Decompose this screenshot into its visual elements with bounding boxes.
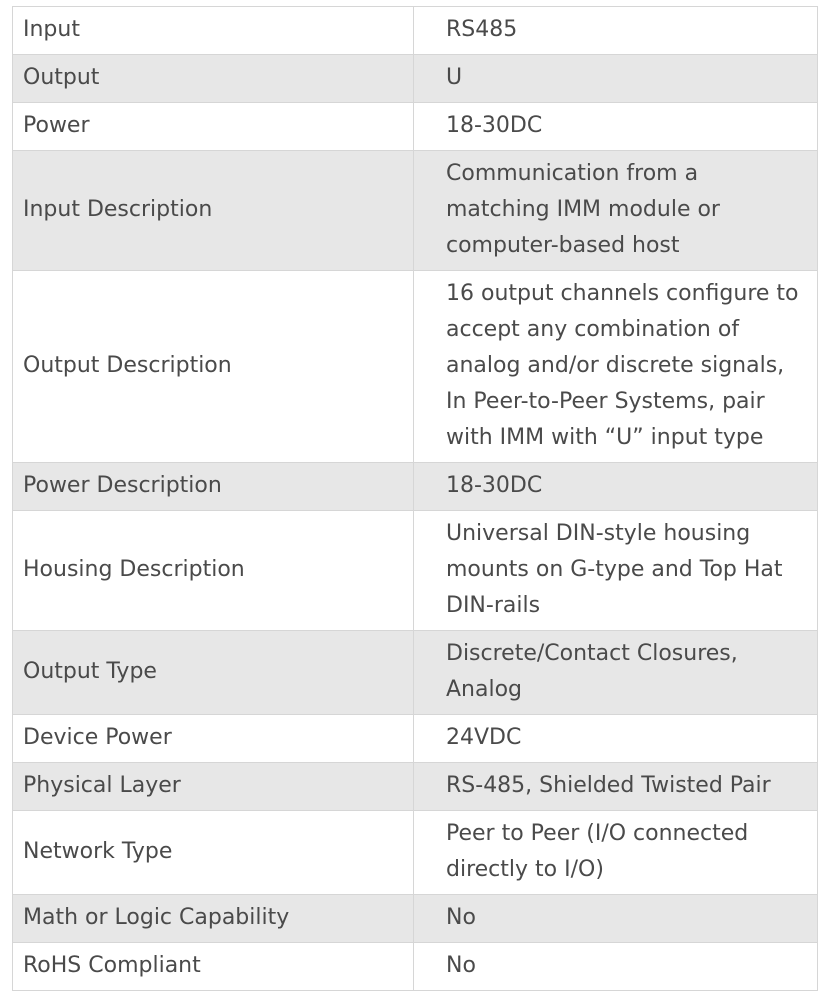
spec-value-physical-layer: RS-485, Shielded Twisted Pair xyxy=(414,763,818,811)
table-row xyxy=(13,463,818,511)
spec-label-math-logic: Math or Logic Capability xyxy=(13,895,414,943)
spec-table-container xyxy=(12,6,818,991)
spec-value-output-type: Discrete/Contact Closures, Analog xyxy=(414,631,818,715)
spec-value-input-description: Communication from a matching IMM module or computer-based host xyxy=(414,151,818,271)
table-row xyxy=(13,715,818,763)
table-row xyxy=(13,7,818,55)
spec-label-input-description: Input Description xyxy=(13,151,414,271)
table-row xyxy=(13,271,818,463)
spec-label-output-description: Output Description xyxy=(13,271,414,463)
spec-value-rohs: No xyxy=(414,943,818,991)
spec-value-output: U xyxy=(414,55,818,103)
spec-value-input: RS485 xyxy=(414,7,818,55)
table-row xyxy=(13,511,818,631)
spec-label-input: Input xyxy=(13,7,414,55)
spec-value-output-description: 16 output channels configure to accept any combination of analog and/or discrete signals, In Peer-to-Peer Systems, pair with IMM with “U” input type xyxy=(414,271,818,463)
table-row xyxy=(13,151,818,271)
spec-value-network-type: Peer to Peer (I/O connected directly to I/O) xyxy=(414,811,818,895)
table-row xyxy=(13,103,818,151)
table-row xyxy=(13,943,818,991)
spec-label-output: Output xyxy=(13,55,414,103)
spec-label-rohs: RoHS Compliant xyxy=(13,943,414,991)
spec-value-device-power: 24VDC xyxy=(414,715,818,763)
spec-value-math-logic: No xyxy=(414,895,818,943)
spec-label-power-description: Power Description xyxy=(13,463,414,511)
spec-label-network-type: Network Type xyxy=(13,811,414,895)
spec-value-housing-description: Universal DIN-style housing mounts on G-type and Top Hat DIN-rails xyxy=(414,511,818,631)
table-row xyxy=(13,631,818,715)
spec-label-physical-layer: Physical Layer xyxy=(13,763,414,811)
table-row xyxy=(13,811,818,895)
spec-table xyxy=(12,6,818,991)
spec-label-output-type: Output Type xyxy=(13,631,414,715)
spec-label-device-power: Device Power xyxy=(13,715,414,763)
spec-label-housing-description: Housing Description xyxy=(13,511,414,631)
spec-label-power: Power xyxy=(13,103,414,151)
table-row xyxy=(13,763,818,811)
table-row xyxy=(13,895,818,943)
spec-value-power: 18-30DC xyxy=(414,103,818,151)
table-row xyxy=(13,55,818,103)
spec-value-power-description: 18-30DC xyxy=(414,463,818,511)
